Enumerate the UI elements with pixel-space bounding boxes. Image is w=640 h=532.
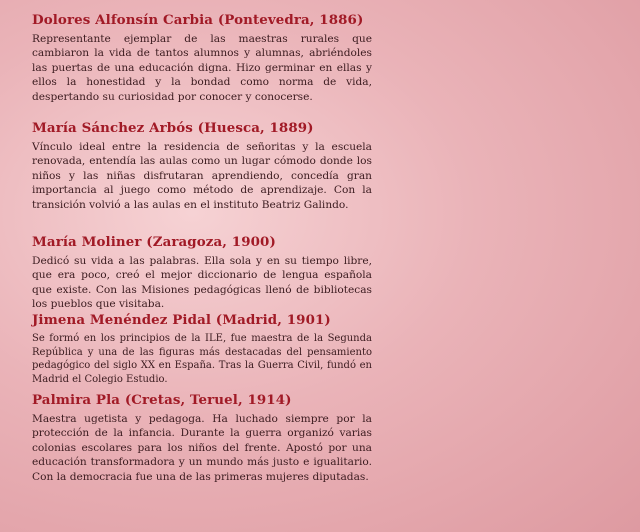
biography-text: Maestra ugetista y pedagoga. Ha luchado siempre por la protección de la infancia. Durante la guerra organizó varias colonias escolares para los niños del frente. Apostó por una educación transformadora y un mundo más justo e igualitario. Con la democracia fue una de las primeras mujeres diputadas. <box>32 413 372 483</box>
biography-text: Se formó en los principios de la ILE, fue maestra de la Segunda República y una de las figuras más destacadas del pensamiento pedagógico del siglo XX en España. Tras la Guerra Civil, fundó en Madrid el Colegio Estudio. <box>32 333 372 385</box>
biography-entry <box>32 120 372 212</box>
biography-text: Vínculo ideal entre la residencia de señoritas y la escuela renovada, entendía las aulas como un lugar cómodo donde los niños y las niñas disfrutaran aprendiendo, concedía gran importancia al juego como método de aprendizaje. Con la transición volvió a las aulas en el instituto Beatriz Galindo. <box>32 141 372 211</box>
biography-entry <box>32 312 372 386</box>
biography-entry <box>32 12 372 104</box>
biography-text: Representante ejemplar de las maestras rurales que cambiaron la vida de tantos alumnos y alumnas, abriéndoles las puertas de una educación digna. Hizo germinar en ellas y ellos la honestidad y la bondad como norma de vida, despertando su curiosidad por conocer y conocerse. <box>32 33 372 103</box>
biography-text: Dedicó su vida a las palabras. Ella sola y en su tiempo libre, que era poco, creó el mejor diccionario de lengua española que existe. Con las Misiones pedagógicas llenó de bibliotecas los pueblos que visitaba. <box>32 255 372 311</box>
biography-entry <box>32 234 372 312</box>
biography-name: Dolores Alfonsín Carbia (Pontevedra, 1886) <box>32 12 364 28</box>
biography-name: Jimena Menéndez Pidal (Madrid, 1901) <box>32 312 331 328</box>
biography-name: Palmira Pla (Cretas, Teruel, 1914) <box>32 392 292 408</box>
biography-entry <box>32 392 372 484</box>
biography-name: María Moliner (Zaragoza, 1900) <box>32 234 276 250</box>
biography-name: María Sánchez Arbós (Huesca, 1889) <box>32 120 314 136</box>
